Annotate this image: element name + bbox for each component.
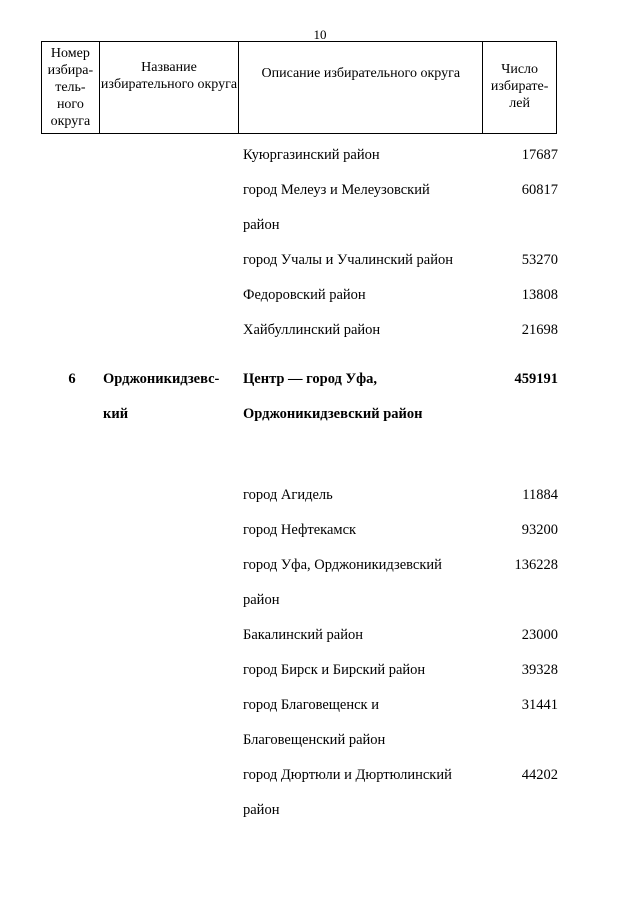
page-number: 10 <box>313 27 327 42</box>
row-description: район <box>243 217 280 233</box>
row-count: 13808 <box>521 287 558 303</box>
row-count: 31441 <box>521 697 558 713</box>
row-count: 17687 <box>521 147 558 163</box>
district-name-line1: Орджоникидзевс- <box>103 371 220 387</box>
row-count: 21698 <box>521 322 558 338</box>
row-description: Куюргазинский район <box>243 147 380 163</box>
row-description: город Агидель <box>243 487 333 503</box>
row-description: город Учалы и Учалинский район <box>243 252 453 268</box>
district-total: 459191 <box>514 371 558 387</box>
header-description: Описание избирательного округа <box>239 42 483 133</box>
row-description: город Дюртюли и Дюртюлинский <box>243 767 452 783</box>
row-description: район <box>243 802 280 818</box>
row-count: 136228 <box>514 557 558 573</box>
row-count: 44202 <box>521 767 558 783</box>
district-number: 6 <box>68 371 76 387</box>
row-count: 39328 <box>521 662 558 678</box>
row-description: город Уфа, Орджоникидзевский <box>243 557 442 573</box>
district-center-line2: Орджоникидзевский район <box>243 406 423 422</box>
row-description: район <box>243 592 280 608</box>
row-description: город Бирск и Бирский район <box>243 662 426 678</box>
row-count: 11884 <box>522 487 558 503</box>
header-name: Название избирательного округа <box>100 42 239 133</box>
row-description: Федоровский район <box>243 287 366 303</box>
row-description: город Благовещенск и <box>243 697 379 713</box>
row-description: Бакалинский район <box>243 627 363 643</box>
row-count: 53270 <box>521 252 558 268</box>
district-name-line2: кий <box>103 406 129 422</box>
row-count: 93200 <box>521 522 558 538</box>
row-description: Благовещенский район <box>243 732 386 748</box>
row-description: город Нефтекамск <box>243 522 357 538</box>
district-center-line1: Центр — город Уфа, <box>243 371 378 387</box>
table-header <box>41 41 557 134</box>
row-count: 60817 <box>521 182 558 198</box>
row-description: Хайбуллинский район <box>243 322 381 338</box>
row-description: город Мелеуз и Мелеузовский <box>243 182 430 198</box>
header-number: Номер избира- тель- ного округа <box>42 42 100 133</box>
header-count: Число избирате- лей <box>490 62 549 111</box>
row-count: 23000 <box>521 627 558 643</box>
